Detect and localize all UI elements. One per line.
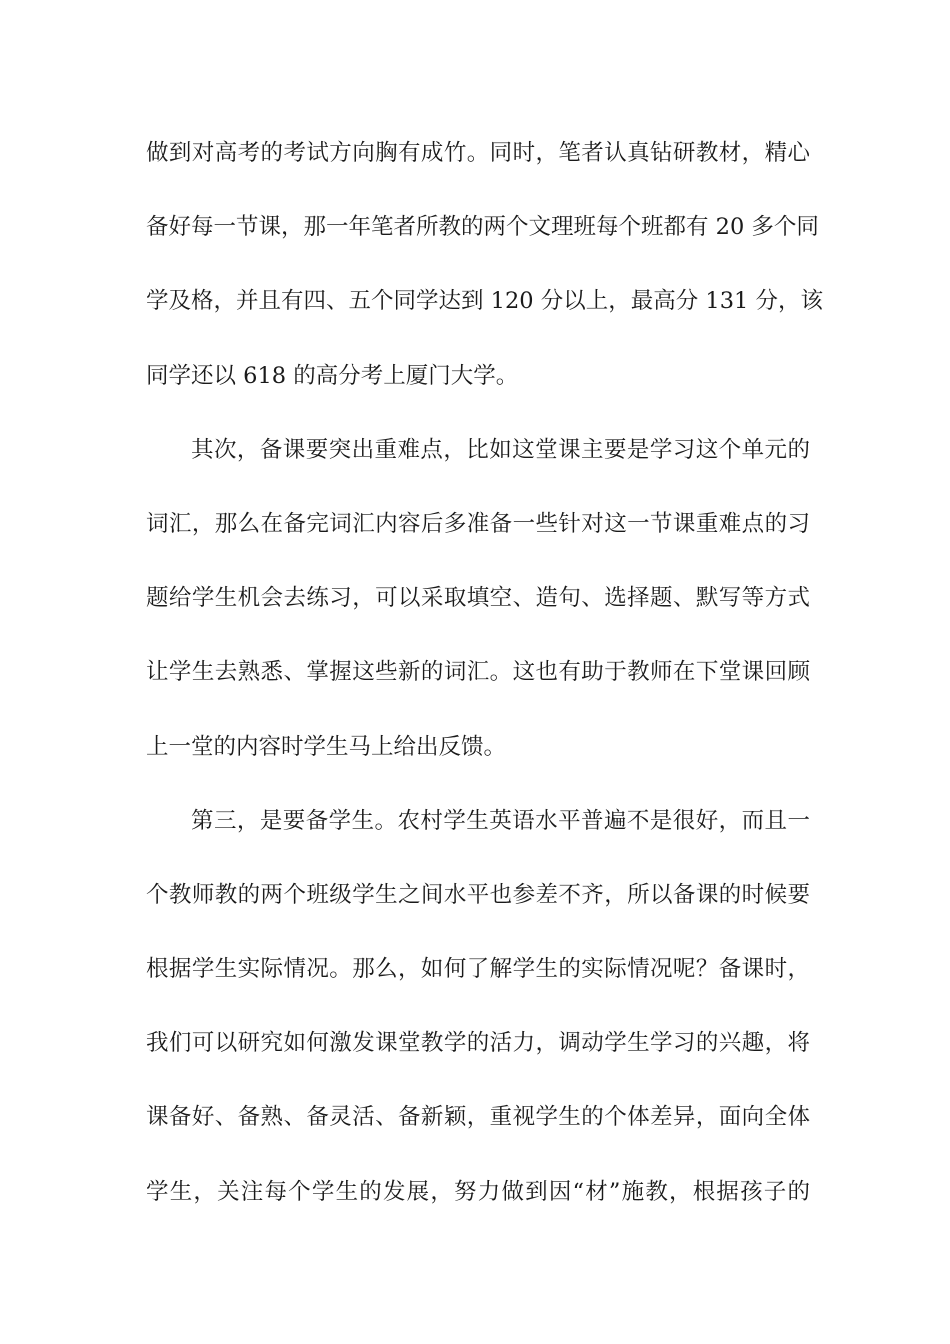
paragraph-start-line: 其次，备课要突出重难点，比如这堂课主要是学习这个单元的: [191, 436, 810, 463]
paragraph-start-line: 第三，是要备学生。农村学生英语水平普遍不是很好，而且一: [191, 807, 810, 834]
text-line: 学生，关注每个学生的发展，努力做到因“材”施教，根据孩子的: [146, 1178, 810, 1205]
text-line: 上一堂的内容时学生马上给出反馈。: [146, 733, 507, 760]
text-line: 让学生去熟悉、掌握这些新的词汇。这也有助于教师在下堂课回顾: [146, 659, 810, 686]
text-line: 根据学生实际情况。那么，如何了解学生的实际情况呢？备课时，: [146, 956, 810, 983]
text-line: 词汇，那么在备完词汇内容后多准备一些针对这一节课重难点的习: [146, 510, 810, 537]
text-line: 同学还以 618 的高分考上厦门大学。: [146, 362, 519, 389]
text-line: 课备好、备熟、备灵活、备新颖，重视学生的个体差异，面向全体: [146, 1104, 810, 1131]
text-line: 我们可以研究如何激发课堂教学的活力，调动学生学习的兴趣，将: [146, 1030, 810, 1057]
text-line: 题给学生机会去练习，可以采取填空、造句、选择题、默写等方式: [146, 585, 810, 612]
body-text: [146, 128, 824, 1241]
text-line: 备好每一节课，那一年笔者所教的两个文理班每个班都有 20 多个同: [146, 214, 819, 241]
text-line: 学及格，并且有四、五个同学达到 120 分以上，最高分 131 分，该: [146, 288, 824, 315]
text-line: 做到对高考的考试方向胸有成竹。同时，笔者认真钻研教材，精心: [146, 140, 810, 166]
text-line: 个教师教的两个班级学生之间水平也参差不齐，所以备课的时候要: [146, 881, 810, 908]
